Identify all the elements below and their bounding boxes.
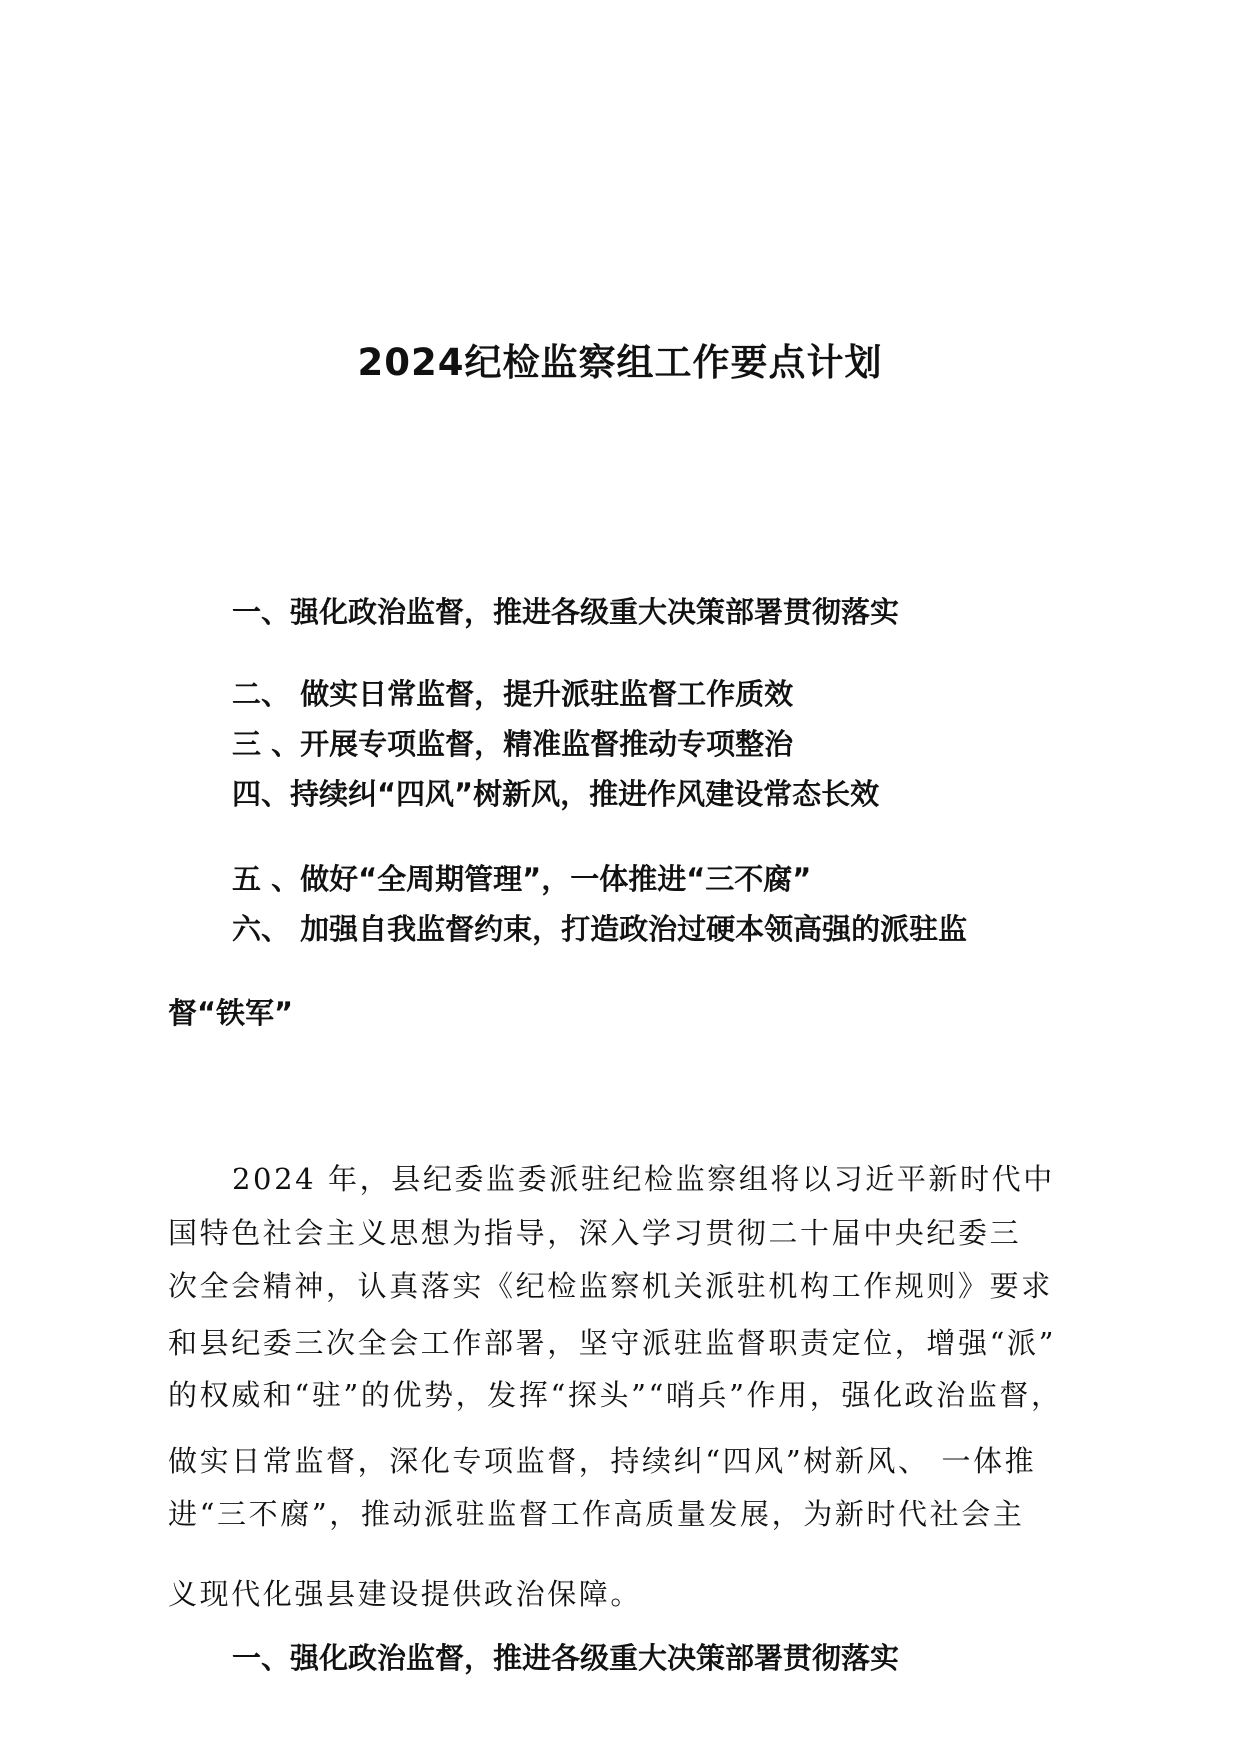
intro-line-3: 次全会精神，认真落实《纪检监察机关派驻机构工作规则》要求 xyxy=(168,1269,1053,1303)
intro-line-2: 国特色社会主义思想为指导，深入学习贯彻二十届中央纪委三 xyxy=(168,1216,1022,1250)
intro-line-1: 2024 年，县纪委监委派驻纪检监察组将以习近平新时代中 xyxy=(232,1162,1055,1196)
intro-line-5: 的权威和“驻”的优势，发挥“探头”“哨兵”作用，强化政治监督， xyxy=(168,1378,1063,1412)
toc-item-6-continued: 督“铁军” xyxy=(168,996,294,1030)
intro-line-8: 义现代化强县建设提供政治保障。 xyxy=(168,1577,643,1611)
intro-line-6: 做实日常监督，深化专项监督，持续纠“四风”树新风、 一体推 xyxy=(168,1444,1037,1478)
toc-item-4: 四、持续纠“四风”树新风，推进作风建设常态长效 xyxy=(232,777,880,811)
intro-line-4: 和县纪委三次全会工作部署，坚守派驻监督职责定位，增强“派” xyxy=(168,1326,1057,1360)
section-heading-1: 一、强化政治监督，推进各级重大决策部署贯彻落实 xyxy=(232,1641,900,1675)
document-title: 2024纪检监察组工作要点计划 xyxy=(357,341,883,384)
toc-item-3: 三 、开展专项监督，精准监督推动专项整治 xyxy=(232,727,794,761)
toc-item-1: 一、强化政治监督，推进各级重大决策部署贯彻落实 xyxy=(232,595,900,629)
toc-item-5: 五 、做好“全周期管理”，一体推进“三不腐” xyxy=(232,862,812,896)
toc-item-2: 二、 做实日常监督，提升派驻监督工作质效 xyxy=(232,677,794,711)
toc-item-6: 六、 加强自我监督约束，打造政治过硬本领高强的派驻监 xyxy=(232,912,968,946)
intro-line-7: 进“三不腐”，推动派驻监督工作高质量发展，为新时代社会主 xyxy=(168,1497,1025,1531)
